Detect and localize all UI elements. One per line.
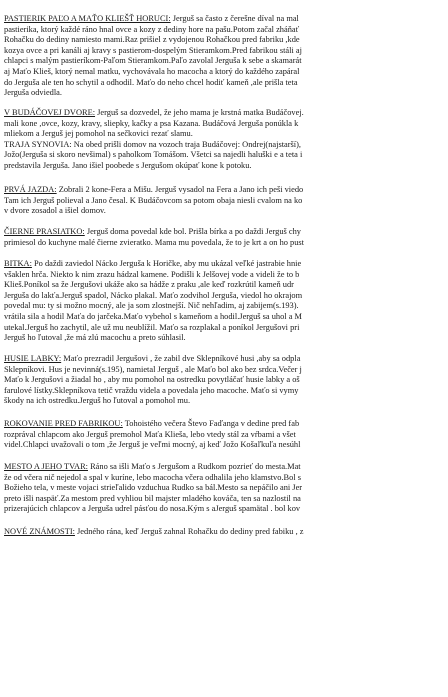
paragraph-line: preto išli naspäť.Za mestom pred vyhliou bil majster mladého kováča, ten sa nazlostil na <box>4 493 301 503</box>
paragraph-title: BITKA: <box>4 259 32 268</box>
paragraph-line: v dvore zosadol a išiel domov. <box>4 206 106 216</box>
paragraph-line: Sklepníkovi. Hus je nevinná(s.195), namietal Jerguš , ale Maťo bol ako bez srdca.Večer j <box>4 364 302 374</box>
paragraph-line: že od včera nič nejedol a spal v kuríne, lebo macocha včera odhalila jeho klamstvo.Bol s <box>4 472 301 482</box>
paragraph-line: Jerguš sa často z čerešne díval na mal <box>172 14 299 23</box>
paragraph-title: PASTIERIK PAĽO A MAŤO KLIEŠŤ HORUCI: <box>4 14 171 23</box>
paragraph-title: NOVÉ ZNÁMOSTI: <box>4 527 75 536</box>
paragraph-line: kozya ovce a pri kanáli aj kravy s pastierom-dospelým Stieramkom.Pred fabrikou stáli aj <box>4 45 302 55</box>
paragraph-line: Tam ich Jerguš polieval a Jano česal. K Budáčovcom sa potom obaja niesli cvalom na ko <box>4 195 303 205</box>
paragraph-line: utekal.Jerguš ho zachytil, ale už mu neublížil. Maťo sa rozplakal a poníkol Jergušovi pri <box>4 322 300 332</box>
paragraph-title: PRVÁ JAZDA: <box>4 185 57 194</box>
paragraph-line: prizerajúcich chlapcov a Jerguša udrel pásťou do nosa.Kým s aJerguš spamätal . bol kov <box>4 504 301 514</box>
paragraph-line: rozprával chlapcom ako Jerguš premohol Maťa Klieša, lebo vtedy stál za vŕbami a všet <box>4 429 296 439</box>
paragraph-line: Jedného rána, keď Jerguš zahnal Rohačku do dediny pred fabiku , z <box>77 527 304 536</box>
paragraph-line: aj Maťo Klieš, ktorý nemal matku, vychovávala ho macocha a ktorý do každého zapáral <box>4 66 300 76</box>
paragraph-line: Zobrali 2 kone-Fera a Mišu. Jerguš vysadol na Fera a Jano ich peši viedo <box>58 185 304 194</box>
paragraph-line: vrátila sila a hodil Maťa do jarčeka.Maťo vybehol s kameňom a hodil.Jerguš sa uhol a M <box>4 311 302 321</box>
paragraph-line: Jerguš sa dozvedel, že jeho mama je krstná matka Budáčovej. <box>97 108 304 117</box>
paragraph-line: primiesol do kuchyne malé čierne zvieratko. Mama mu povedala, že to je krt a on ho pust <box>4 237 305 247</box>
paragraph-line: predstavila Jerguša. Jano išiel poobede s Jergušom okúpať kone k potoku. <box>4 160 252 170</box>
paragraph-line: Rohačku do dediny namiesto mami.Raz prišiel z vydojenou Rohačkou pred fabriku ,kde <box>4 35 300 45</box>
paragraph-title: V BUDÁČOVEJ DVORE: <box>4 108 96 117</box>
paragraph-line: Jerguš doma povedal kde bol. Prišla bírka a po daždi Jerguš chy <box>86 227 301 236</box>
paragraph-title: MESTO A JEHO TVAR: <box>4 462 88 471</box>
paragraph-line: chlapci s malým pastieríkom-Paľom Stieramkom.Paľo zavolal Jerguša k sebe a skamarát <box>4 56 302 66</box>
paragraph-line: Ráno sa išli Maťo s Jergušom a Rudkom pozrieť do mesta.Mat <box>90 462 301 471</box>
paragraph-line: povedal mu: ty si možno mocný, ale ja som zlostnejší. Nič nehľadim, aj zabijem(s.193). <box>4 301 299 311</box>
paragraph-title: HUSIE LABKY: <box>4 354 62 363</box>
paragraph-line: Jerguš ho ľutoval ,že má zlú macochu a preto súhlasil. <box>4 333 186 343</box>
paragraph-mesto <box>4 462 448 515</box>
paragraph-prva-jazda <box>4 185 448 217</box>
paragraph-line: Po daždi zaviedol Nácko Jerguša k Horičke, aby mu ukázal veľké jastrabie hnie <box>34 259 302 268</box>
paragraph-title: ROKOVANIE PRED FABRIKOU: <box>4 419 123 428</box>
paragraph-title: ČIERNE PRASIATKO: <box>4 227 85 236</box>
paragraph-husie-labky <box>4 354 448 407</box>
paragraph-rokovanie <box>4 419 448 451</box>
paragraph-line: Jerguša odviedla. <box>4 88 62 98</box>
paragraph-line: škody na ich ostredku.Jerguš ho ľutoval a pomohol mu. <box>4 396 191 406</box>
paragraph-line: Tohoistého večera Števo Faďanga v dedine pred fab <box>124 419 300 428</box>
paragraph-line: farulové lístky.Sklepníkova tetič vraždu videla a povedala jeho macoche. Maťo si vymy <box>4 385 299 395</box>
paragraph-line: pastierika, ktorý každé ráno hnal ovce a kozy z dediny hore na pašu.Potom začal zháňať <box>4 24 300 34</box>
paragraph-line: do Jerguša ale ten ho schytil a odhodil. Maťo do neho chcel hodiť kameň ,ale prišla teta <box>4 77 298 87</box>
paragraph-line: Jerguša do lakťa.Jerguš spadol, Nácko plakal. Maťo zodvihol Jerguša, viedol ho okrajom <box>4 290 303 300</box>
paragraph-line: Maťo prezradil Jergušovi , že zabil dve Sklepníkové husi ,aby sa odpla <box>63 354 301 363</box>
paragraph-line: mali kone ,ovce, kozy, kravy, sliepky, kačky a psa Kazana. Budáčová Jerguša ponúkla k <box>4 118 299 128</box>
paragraph-line: mliekom a Jerguš jej pomohol na sečkovici rezať slamu. <box>4 129 193 139</box>
paragraph-line: Maťo k Jergušovi a žiadal ho , aby mu pomohol na ostredku povytláčať husie labky a oš <box>4 375 300 385</box>
paragraph-bitka <box>4 259 448 344</box>
paragraph-line: Jožo(Jerguša si skoro nevšimal) s paholkom Tomášom. Všetci sa najedli haluški e a teta i <box>4 150 303 160</box>
paragraph-line: všaklen hrča. Niekto k nim zrazu hádzal kamene. Podišli k Jelšovej vode a videli že to b <box>4 269 300 279</box>
paragraph-line: Klieš.Poníkol sa že Jergušovi ukáže ako sa hádže z praku ,ale keď rozkrútil kameň udr <box>4 280 294 290</box>
paragraph-pastierik <box>4 14 448 99</box>
paragraph-cierne-prasiatko <box>4 227 448 248</box>
paragraph-line: Božieho tela, v meste vojaci strieľalido vzduchua Rudko sa bál.Mesto sa nepáčilo ani Jer <box>4 483 303 493</box>
paragraph-line: videl.Chlapci uvažovali o tom ,že Jerguš je veľmi mocný, aj keď Jožo Košaľkuľa nesúhl <box>4 440 301 450</box>
paragraph-line: TRAJA SYNOVIA: Na obed prišli domov na vozoch traja Budáčovej: Ondrej(najstarší), <box>4 139 302 149</box>
paragraph-nove-znamosti <box>4 527 448 538</box>
paragraph-budacovej-dvor <box>4 108 448 172</box>
